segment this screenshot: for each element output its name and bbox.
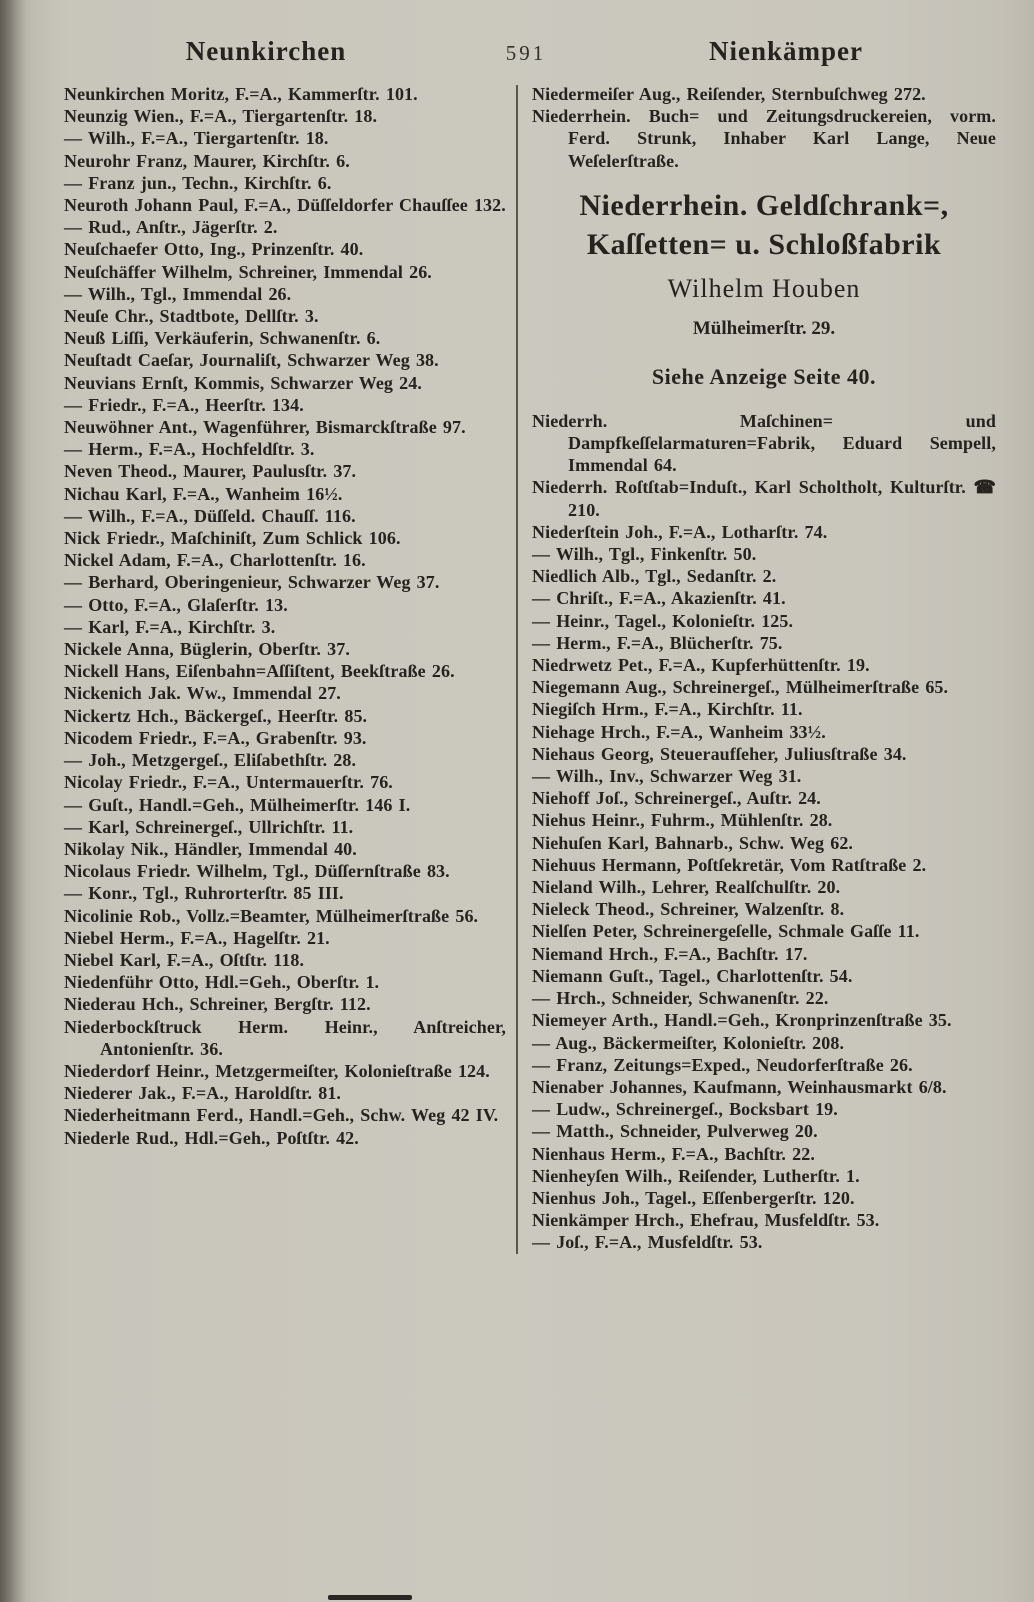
left-column: [64, 83, 506, 1254]
directory-entry: — Wilh., Inv., Schwarzer Weg 31.: [532, 766, 802, 787]
directory-entry: — Chriſt., F.=A., Akazienſtr. 41.: [532, 588, 786, 609]
directory-entry: Nicolinie Rob., Vollz.=Beamter, Mülheimerſtraße 56.: [64, 905, 479, 926]
running-header: [0, 0, 1034, 71]
directory-entry: — Wilh., F.=A., Düſſeld. Chauſſ. 116.: [64, 505, 356, 526]
directory-entry: Nick Friedr., Maſchiniſt, Zum Schlick 106.: [64, 528, 401, 549]
directory-entry: Nielſen Peter, Schreinergeſelle, Schmale Gaſſe 11.: [532, 921, 920, 942]
directory-entry: Niederheitmann Ferd., Handl.=Geh., Schw. Weg 42 IV.: [64, 1105, 499, 1126]
directory-entry: Nienaber Johannes, Kaufmann, Weinhausmarkt 6/8.: [532, 1076, 947, 1097]
directory-entry: Niedenführ Otto, Hdl.=Geh., Oberſtr. 1.: [64, 972, 380, 993]
directory-entry: — Joh., Metzgergeſ., Eliſabethſtr. 28.: [64, 750, 357, 771]
ad-proprietor-name: Wilhelm Houben: [667, 273, 861, 303]
directory-entry: — Herm., F.=A., Blücherſtr. 75.: [532, 632, 783, 653]
ad-title-line-2: Kaſſetten= u. Schloßfabrik: [586, 227, 942, 261]
directory-entry: Nickell Hans, Eiſenbahn=Aſſiſtent, Beekſtraße 26.: [64, 661, 455, 682]
ad-title-line-1: Niederrhein. Geldſchrank=,: [579, 188, 949, 222]
column-divider-rule: [516, 85, 518, 1254]
scan-edge-artifact: [328, 1595, 412, 1600]
directory-entry: Niegiſch Hrm., F.=A., Kirchſtr. 11.: [532, 699, 803, 720]
directory-entry: — Berhard, Oberingenieur, Schwarzer Weg 37.: [64, 572, 440, 593]
directory-entry: Niemann Guſt., Tagel., Charlottenſtr. 54.: [532, 965, 853, 986]
directory-entry: — Wilh., Tgl., Immendal 26.: [64, 283, 292, 304]
directory-entry: — Rud., Anſtr., Jägerſtr. 2.: [64, 217, 278, 238]
directory-entry: Neurohr Franz, Maurer, Kirchſtr. 6.: [64, 150, 350, 171]
directory-entry: — Heinr., Tagel., Kolonieſtr. 125.: [532, 610, 794, 631]
directory-entry: Neven Theod., Maurer, Paulusſtr. 37.: [64, 461, 357, 482]
directory-entry: Nickel Adam, F.=A., Charlottenſtr. 16.: [64, 550, 366, 571]
directory-entry: Niedermeiſer Aug., Reiſender, Sternbuſchweg 272.: [532, 84, 926, 104]
directory-entry: — Ludw., Schreinergeſ., Bocksbart 19.: [532, 1099, 838, 1120]
directory-entry: Niemand Hrch., F.=A., Bachſtr. 17.: [532, 943, 808, 964]
directory-entry: Nicolay Friedr., F.=A., Untermauerſtr. 76.: [64, 772, 393, 793]
directory-entry: Niegemann Aug., Schreinergeſ., Mülheimerſtraße 65.: [532, 677, 949, 698]
ad-address: Mülheimerſtr. 29.: [692, 317, 836, 339]
directory-entry: Neuvians Ernſt, Kommis, Schwarzer Weg 24.: [64, 372, 422, 393]
directory-entry: — Guſt., Handl.=Geh., Mülheimerſtr. 146 I.: [64, 794, 411, 815]
directory-entry: Niedrwetz Pet., F.=A., Kupferhüttenſtr. 19.: [532, 655, 870, 676]
directory-entry: Neuſe Chr., Stadtbote, Dellſtr. 3.: [64, 306, 319, 327]
directory-entry: Nichau Karl, F.=A., Wanheim 16½.: [64, 483, 343, 504]
directory-entry: Niehuſen Karl, Bahnarb., Schw. Weg 62.: [532, 832, 854, 853]
directory-entry: — Herm., F.=A., Hochfeldſtr. 3.: [64, 439, 315, 460]
directory-entry: Niebel Karl, F.=A., Oſtſtr. 118.: [64, 949, 305, 970]
directory-entry: Niemeyer Arth., Handl.=Geh., Kronprinzenſtraße 35.: [532, 1010, 952, 1031]
page-number: 591: [505, 41, 547, 65]
header-right-keyword: Nienkämper: [709, 36, 863, 66]
directory-entry: — Franz jun., Techn., Kirchſtr. 6.: [64, 172, 332, 193]
directory-entry: Niehage Hrch., F.=A., Wanheim 33½.: [532, 721, 826, 742]
right-column-bottom-entries: [532, 410, 996, 1254]
directory-entry: Niederdorf Heinr., Metzgermeiſter, Kolonieſtraße 124.: [64, 1060, 490, 1081]
directory-entry: — Aug., Bäckermeiſter, Kolonieſtr. 208.: [532, 1032, 845, 1053]
directory-entry: Nieland Wilh., Lehrer, Realſchulſtr. 20.: [532, 877, 841, 898]
directory-entry: Neuſchäffer Wilhelm, Schreiner, Immendal 26.: [64, 261, 432, 282]
right-column-top-entries: [532, 83, 996, 172]
header-left-keyword: Neunkirchen: [185, 36, 347, 66]
directory-entry: Nieleck Theod., Schreiner, Walzenſtr. 8.: [532, 899, 845, 920]
directory-entry: Niehaus Georg, Steueraufſeher, Juliusſtraße 34.: [532, 743, 907, 764]
directory-entry: Neuß Liſſi, Verkäuferin, Schwanenſtr. 6.: [64, 328, 381, 349]
directory-entry: Nienhaus Herm., F.=A., Bachſtr. 22.: [532, 1143, 815, 1164]
directory-entry: Neuſchaefer Otto, Ing., Prinzenſtr. 40.: [64, 239, 364, 260]
directory-entry: Niederrh. Maſchinen= und Dampfkeſſelarmaturen=Fabrik, Eduard Sempell, Immendal 64.: [532, 410, 996, 476]
directory-entry: Neunzig Wien., F.=A., Tiergartenſtr. 18.: [64, 106, 378, 127]
directory-entry: Nienkämper Hrch., Ehefrau, Musfeldſtr. 53.: [532, 1210, 880, 1231]
directory-entry: — Konr., Tgl., Ruhrorterſtr. 85 III.: [64, 883, 344, 904]
directory-entry: Neuroth Johann Paul, F.=A., Düſſeldorfer Chauſſee 132.: [64, 195, 506, 216]
directory-entry: Neunkirchen Moritz, F.=A., Kammerſtr. 101.: [64, 84, 418, 104]
ad-see-advert-note: Siehe Anzeige Seite 40.: [651, 363, 877, 389]
directory-entry: — Joſ., F.=A., Musfeldſtr. 53.: [532, 1232, 763, 1253]
directory-entry: Nicodem Friedr., F.=A., Grabenſtr. 93.: [64, 727, 367, 748]
directory-entry: — Friedr., F.=A., Heerſtr. 134.: [64, 394, 304, 415]
directory-entry: Niehoff Joſ., Schreinergeſ., Auſtr. 24.: [532, 788, 821, 809]
directory-entry: Nienhus Joh., Tagel., Eſſenbergerſtr. 120.: [532, 1187, 855, 1208]
directory-entry: — Wilh., Tgl., Finkenſtr. 50.: [532, 544, 757, 565]
directory-entry: — Matth., Schneider, Pulverweg 20.: [532, 1121, 818, 1142]
directory-entry: Nickele Anna, Büglerin, Oberſtr. 37.: [64, 639, 350, 660]
two-column-body: [0, 71, 1034, 1254]
right-column: [532, 83, 996, 1254]
directory-entry: Nicolaus Friedr. Wilhelm, Tgl., Düſſernſtraße 83.: [64, 861, 450, 882]
directory-entry: Nienheyſen Wilh., Reiſender, Lutherſtr. 1.: [532, 1165, 860, 1186]
directory-entry: Nikolay Nik., Händler, Immendal 40.: [64, 838, 357, 859]
directory-entry: Neuſtadt Caeſar, Journaliſt, Schwarzer Weg 38.: [64, 350, 439, 371]
directory-entry: Niederrhein. Buch= und Zeitungsdruckereien, vorm. Ferd. Strunk, Inhaber Karl Lange, Neue Weſelerſtraße.: [532, 106, 996, 171]
directory-entry: Niebel Herm., F.=A., Hagelſtr. 21.: [64, 927, 330, 948]
directory-entry: Niederrh. Roſtſtab=Induſt., Karl Scholtholt, Kulturſtr. ☎ 210.: [532, 477, 996, 520]
directory-entry: Niederau Hch., Schreiner, Bergſtr. 112.: [64, 994, 371, 1015]
directory-entry: Nickenich Jak. Ww., Immendal 27.: [64, 683, 341, 704]
directory-entry: Niehuus Hermann, Poſtſekretär, Vom Ratſtraße 2.: [532, 854, 927, 875]
directory-entry: — Karl, F.=A., Kirchſtr. 3.: [64, 616, 276, 637]
directory-entry: — Wilh., F.=A., Tiergartenſtr. 18.: [64, 128, 329, 149]
directory-entry: Niederſtein Joh., F.=A., Lotharſtr. 74.: [532, 521, 828, 542]
advertisement-block: [534, 186, 994, 390]
directory-entry: — Karl, Schreinergeſ., Ullrichſtr. 11.: [64, 816, 354, 837]
directory-entry: Niedlich Alb., Tgl., Sedanſtr. 2.: [532, 566, 777, 587]
directory-entry: Niehus Heinr., Fuhrm., Mühlenſtr. 28.: [532, 810, 833, 831]
directory-entry: — Otto, F.=A., Glaſerſtr. 13.: [64, 594, 288, 615]
directory-entry: Nickertz Hch., Bäckergeſ., Heerſtr. 85.: [64, 705, 368, 726]
directory-entry: Niederer Jak., F.=A., Haroldſtr. 81.: [64, 1083, 342, 1104]
directory-entry: Neuwöhner Ant., Wagenführer, Bismarckſtraße 97.: [64, 417, 466, 438]
directory-entry: — Franz, Zeitungs=Exped., Neudorferſtraße 26.: [532, 1054, 913, 1075]
directory-entry: — Hrch., Schneider, Schwanenſtr. 22.: [532, 988, 829, 1009]
directory-entry: Niederle Rud., Hdl.=Geh., Poſtſtr. 42.: [64, 1127, 359, 1148]
directory-entry: Niederbockſtruck Herm. Heinr., Anſtreicher, Antonienſtr. 36.: [64, 1016, 506, 1059]
